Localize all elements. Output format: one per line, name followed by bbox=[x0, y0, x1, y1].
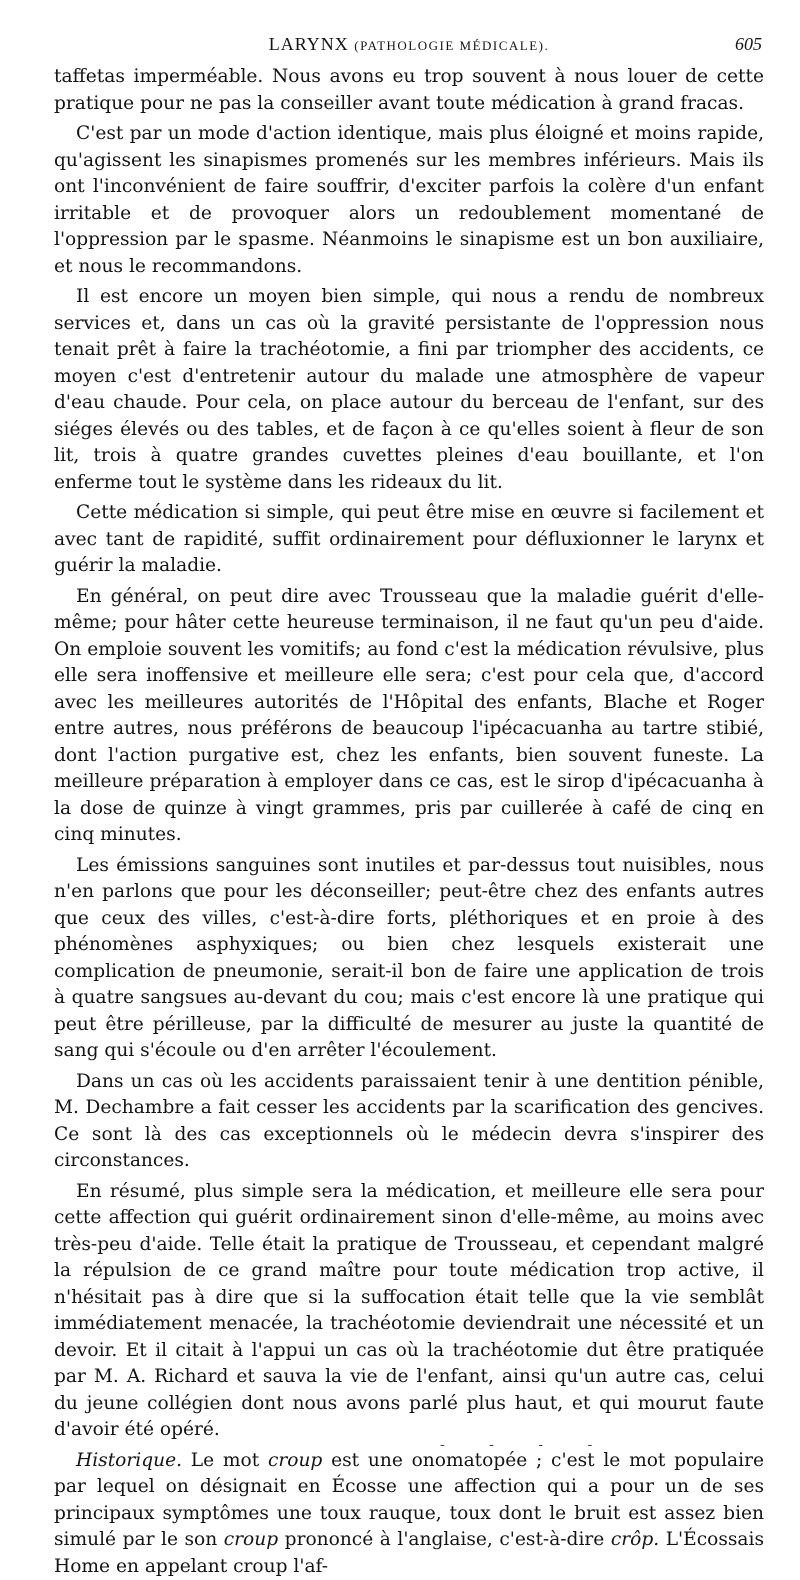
text-run: est une onomatopée ; c'est le mot populaire par lequel on désignait en Écosse une affection qui a pour un de ses principaux symptômes une toux rauque, toux dont le bruit est assez bien simulé par le son bbox=[54, 1450, 764, 1551]
paragraph: Dans un cas où les accidents paraissaient tenir à une dentition pénible, M. Dechambre a fait cesser les accidents par la scarification des gencives. Ce sont là des cas exceptionnels où le médecin devra s'inspirer des circonstances. bbox=[54, 1069, 764, 1175]
italic-term: crôp. bbox=[611, 1529, 659, 1550]
paragraph: Il est encore un moyen bien simple, qui nous a rendu de nombreux services et, dans un cas où la gravité persistante de l'oppression nous tenait prêt à faire la trachéotomie, a fini par triompher des accidents, ce moyen c'est d'entretenir autour du malade une atmosphère de vapeur d'eau chaude. Pour cela, on place autour du berceau de l'enfant, sur des siéges élevés ou des tables, et de façon à ce qu'elles soient à fleur de son lit, trois à quatre grandes cuvettes pleines d'eau bouillante, et l'on enferme tout le système dans les rideaux du lit. bbox=[54, 284, 764, 496]
paragraph: En général, on peut dire avec Trousseau que la maladie guérit d'elle-même; pour hâter cette heureuse terminaison, il ne faut qu'un peu d'aide. On emploie souvent les vomitifs; au fond c'est la médication révulsive, plus elle sera inoffensive et meilleure elle sera; c'est pour cela que, d'accord avec les meilleures autorités de l'Hôpital des enfants, Blache et Roger entre autres, nous préférons de beaucoup l'ipécacuanha au tartre stibié, dont l'action purgative est, chez les enfants, bien souvent funeste. La meilleure préparation à employer dans ce cas, est le sirop d'ipécacuanha à la dose de quinze à vingt grammes, pris par cuillerée à café de cinq en cinq minutes. bbox=[54, 584, 764, 849]
paragraph: C'est par un mode d'action identique, mais plus éloigné et moins rapide, qu'agissent les sinapismes promenés sur les membres inférieurs. Mais ils ont l'inconvénient de faire souffrir, d'exciter parfois la colère d'un enfant irritable et de provoquer alors un redoublement momentané de l'oppression par le spasme. Néanmoins le sinapisme est un bon auxiliaire, et nous le recommandons. bbox=[54, 121, 764, 280]
paragraph: Les émissions sanguines sont inutiles et par-dessus tout nuisibles, nous n'en parlons que pour les déconseiller; peut-être chez des enfants autres que ceux des villes, c'est-à-dire forts, pléthoriques et en proie à des phénomènes asphyxiques; ou bien chez lesquels existerait une complication de pneumonie, serait-il bon de faire une application de trois à quatre sangsues au-devant du cou; mais c'est encore là une pratique qui peut être périlleuse, par la difficulté de mesurer au juste la quantité de sang qui s'écoule ou d'en arrêter l'écoulement. bbox=[54, 853, 764, 1065]
text-run: L'Écossais Home en appelant croup l'af- bbox=[54, 1529, 764, 1577]
italic-term: croup bbox=[268, 1450, 322, 1471]
running-title-main: LARYNX bbox=[269, 34, 349, 54]
body-text bbox=[54, 64, 764, 1580]
section-lead: Historique. bbox=[76, 1450, 182, 1471]
italic-term: croup bbox=[224, 1529, 278, 1550]
page-number: 605 bbox=[735, 34, 762, 55]
paragraph: En résumé, plus simple sera la médication, et meilleure elle sera pour cette affection qui guérit ordinairement sinon d'elle-même, au moins avec très-peu d'aide. Telle était la pratique de Trousseau, et cependant malgré la répulsion de ce grand maître pour toute médication trop active, il n'hésitait pas à dire que si la suffocation était telle que la vie semblât immédiatement menacée, la trachéotomie deviendrait une nécessité et un devoir. Et il citait à l'appui un cas où la trachéotomie dut être pratiquée par M. A. Richard et sauva la vie de l'enfant, ainsi qu'un autre cas, celui du jeune collégien dont nous avons parlé plus haut, et qui mourut faute d'avoir été opéré. bbox=[54, 1179, 764, 1444]
running-title-sub: (PATHOLOGIE MÉDICALE). bbox=[354, 38, 549, 53]
paragraph: taffetas imperméable. Nous avons eu trop souvent à nous louer de cette pratique pour ne pas la conseiller avant toute médication à grand fracas. bbox=[54, 64, 764, 117]
text-run: Le mot bbox=[182, 1450, 268, 1471]
paragraph-historique bbox=[54, 1448, 764, 1580]
paragraph: Cette médication si simple, qui peut être mise en œuvre si facilement et avec tant de rapidité, suffit ordinairement pour défluxionner le larynx et guérir la maladie. bbox=[54, 500, 764, 580]
footer-marks: - - - - bbox=[440, 1437, 612, 1453]
running-title bbox=[54, 34, 764, 55]
text-run: prononcé à l'anglaise, c'est-à-dire bbox=[278, 1529, 611, 1550]
running-header bbox=[54, 28, 764, 64]
